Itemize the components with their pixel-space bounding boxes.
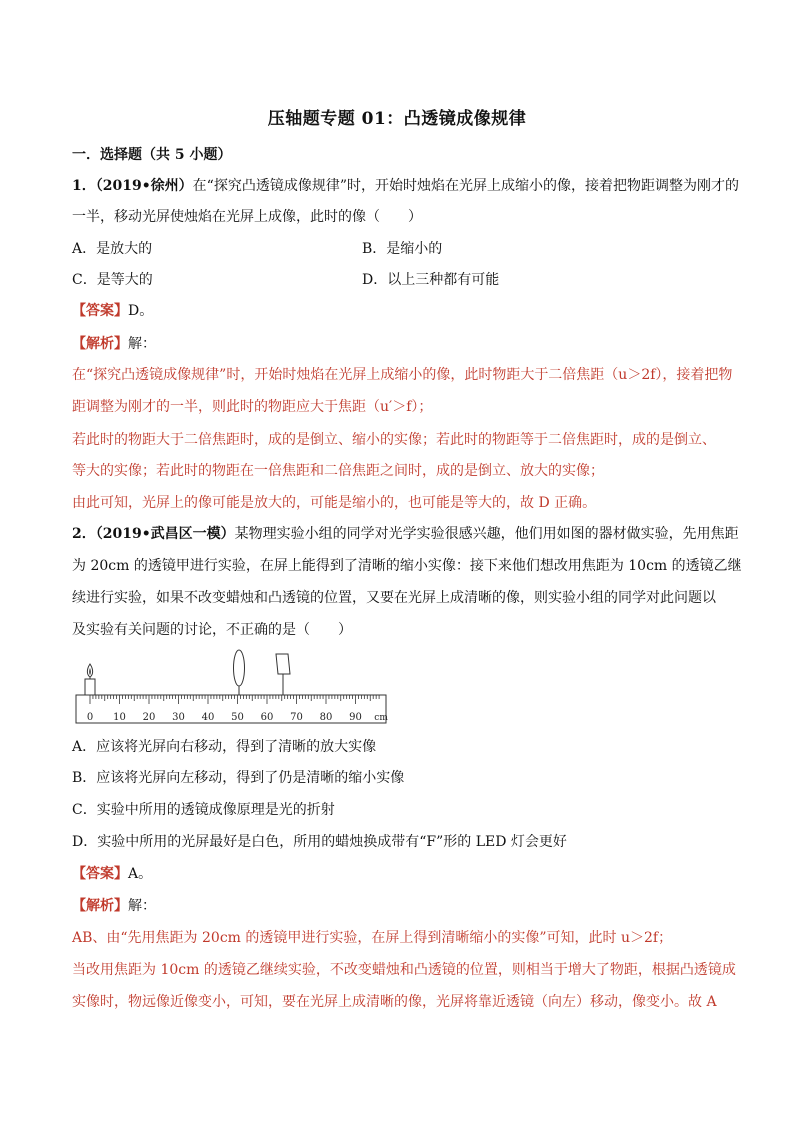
q1-analysis-line: 在“探究凸透镜成像规律”时，开始时烛焰在光屏上成缩小的像，此时物距大于二倍焦距（u＞2f），接着把物 xyxy=(72,367,733,383)
q1-analysis-line: 由此可知，光屏上的像可能是放大的，可能是缩小的，也可能是等大的，故 D 正确。 xyxy=(72,495,597,511)
q1-stem-line-1 xyxy=(72,176,739,196)
q2-number: 2． xyxy=(72,526,96,542)
q1-analysis-header xyxy=(72,334,156,354)
q2-option-a: A．应该将光屏向右移动，得到了清晰的放大实像 xyxy=(72,739,377,755)
ruler-label: 20 xyxy=(142,712,156,723)
q2-stem-line: 及实验有关问题的讨论，不正确的是（ ） xyxy=(72,622,352,638)
q2-answer xyxy=(72,864,152,884)
q1-source: （2019•徐州） xyxy=(95,178,193,194)
q1-stem-line-2: 一半，移动光屏使烛焰在光屏上成像，此时的像（ ） xyxy=(72,209,422,225)
q2-answer-value: A。 xyxy=(128,866,153,882)
ruler-label: 90 xyxy=(349,712,362,723)
q2-option-b: B．应该将光屏向左移动，得到了仍是清晰的缩小实像 xyxy=(72,770,405,786)
q2-answer-tag: 【答案】 xyxy=(72,866,128,882)
q2-analysis-line: 当改用焦距为 10cm 的透镜乙继续实验，不改变蜡烛和凸透镜的位置，则相当于增大了物距，根据凸透镜成 xyxy=(72,962,736,978)
q1-option-a: A．是放大的 xyxy=(72,241,153,257)
q1-stem-text: 在“探究凸透镜成像规律”时，开始时烛焰在光屏上成缩小的像，接着把物距调整为刚才的 xyxy=(192,178,739,194)
q2-analysis-tag: 【解析】 xyxy=(72,898,128,914)
q1-answer xyxy=(72,301,153,321)
ruler-label: 0 xyxy=(86,712,94,723)
optical-bench-figure xyxy=(72,648,392,732)
q2-option-c: C．实验中所用的透镜成像原理是光的折射 xyxy=(72,802,335,818)
q2-analysis-line: AB、由“先用焦距为 20cm 的透镜甲进行实验，在屏上得到清晰缩小的实像”可知，此时 u＞2f； xyxy=(72,930,673,946)
q2-analysis-line: 实像时，物远像近像变小，可知，要在光屏上成清晰的像，光屏将靠近透镜（向左）移动，像变小。故 A xyxy=(72,994,717,1010)
q1-analysis-line: 若此时的物距大于二倍焦距时，成的是倒立、缩小的实像；若此时的物距等于二倍焦距时，成的是倒立、 xyxy=(72,432,716,448)
ruler-label: 70 xyxy=(290,712,303,723)
q1-answer-tag: 【答案】 xyxy=(72,303,128,319)
ruler-label: 10 xyxy=(113,712,126,723)
optical-bench-diagram xyxy=(72,648,392,732)
q1-option-c: C．是等大的 xyxy=(72,272,153,288)
ruler-label: 80 xyxy=(319,712,333,723)
ruler-label: 40 xyxy=(201,712,215,723)
q2-stem-line: 为 20cm 的透镜甲进行实验，在屏上能得到了清晰的缩小实像：接下来他们想改用焦距为 10cm 的透镜乙继 xyxy=(72,558,742,574)
q2-stem-text: 某物理实验小组的同学对光学实验很感兴趣，他们用如图的器材做实验，先用焦距 xyxy=(234,526,739,542)
q1-number: 1． xyxy=(72,178,96,194)
section-heading: 一．选择题（共 5 小题） xyxy=(72,147,232,163)
ruler-label: 60 xyxy=(260,712,274,723)
q2-stem-line-1 xyxy=(72,524,739,544)
ruler-label: 50 xyxy=(231,712,244,723)
q1-analysis-line: 等大的实像；若此时的物距在一倍焦距和二倍焦距之间时，成的是倒立、放大的实像； xyxy=(72,463,604,479)
ruler-label: 30 xyxy=(172,712,185,723)
ruler xyxy=(76,695,388,723)
q1-analysis-line: 距调整为刚才的一半，则此时的物距应大于焦距（u′＞f）； xyxy=(72,399,433,415)
q1-answer-value: D。 xyxy=(128,303,154,319)
q2-option-d: D．实验中所用的光屏最好是白色，所用的蜡烛换成带有“F”形的 LED 灯会更好 xyxy=(72,834,567,850)
q1-analysis-tag: 【解析】 xyxy=(72,336,128,352)
q2-stem-line: 续进行实验，如果不改变蜡烛和凸透镜的位置，又要在光屏上成清晰的像，则实验小组的同学对此问题以 xyxy=(72,590,716,606)
q2-source: （2019•武昌区一模） xyxy=(95,526,235,542)
ruler-unit: cm xyxy=(374,713,388,723)
q2-analysis-header xyxy=(72,896,156,916)
page-title: 压轴题专题 01：凸透镜成像规律 xyxy=(267,109,527,129)
q2-analysis-colon: 解： xyxy=(128,898,156,914)
q1-option-b: B．是缩小的 xyxy=(362,241,443,257)
q1-option-d: D．以上三种都有可能 xyxy=(362,272,500,288)
q1-analysis-colon: 解： xyxy=(128,336,156,352)
